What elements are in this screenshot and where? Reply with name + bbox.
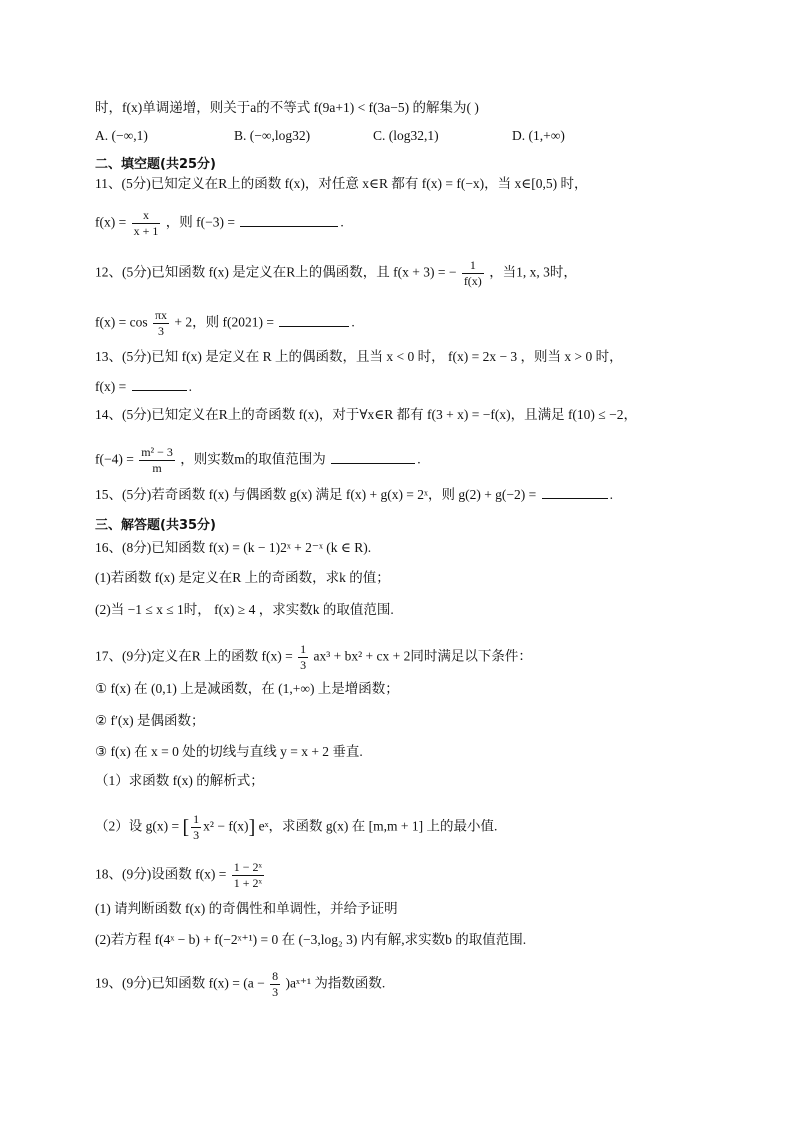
option-c[interactable]: C. (log32,1) [373,128,439,143]
choice-question-line: 时，f(x)单调递增，则关于a的不等式 f(9a+1) < f(3a−5) 的解集为( ) [95,100,479,115]
q18-part1: (1) 请判断函数 f(x) 的奇偶性和单调性，并给予证明 [95,901,398,916]
q14-answer-blank[interactable] [331,449,415,464]
option-d[interactable]: D. (1,+∞) [512,128,565,143]
q13-line1: 13、(5分)已知 f(x) 是定义在 R 上的偶函数，且当 x < 0 时， f(x) = 2x − 3 ，则当 x > 0 时， [95,349,623,364]
q14-fraction: $\frac{\text{m² − 3}}{m}$ [141,445,173,475]
q19-line1: 19、(9分)已知函数 f(x) = (a − $\frac{8}{3}$ )aˣ⁺¹ 为指数函数. [95,969,386,999]
q16-part1: (1)若函数 f(x) 是定义在R 上的奇函数，求k 的值； [95,570,390,585]
q12-line2: f(x) = cos $\frac{\pi x}{3}$ + 2，则 f(2021) = . [95,308,355,338]
q19-fraction: $\frac{8}{3}$ [272,969,279,999]
q16-line1: 16、(8分)已知函数 f(x) = (k − 1)2ˣ + 2⁻ˣ (k ∈ R). [95,540,372,555]
q13-line2: f(x) = . [95,376,192,397]
section-heading-fill-blank: 二、填空题(共25分) [95,157,216,172]
q18-part2: (2)若方程 f(4ˣ − b) + f(−2ˣ⁺¹) = 0 在 (−3,log₂ 3) 内有解,求实数b 的取值范围. [95,932,527,947]
section-heading-solve: 三、解答题(共35分) [95,518,216,533]
q11-lhs: f(x) = [95,214,127,230]
q11-line1: 11、(5分)已知定义在R上的函数 f(x)，对任意 x∈R 都有 f(x) = f(−x)，当 x∈[0,5) 时， [95,176,588,191]
option-b[interactable]: B. (−∞,log32) [234,128,311,143]
q12-fraction-2: $\frac{\pi x}{3}$ [154,308,168,338]
q17-condition2: ② f′(x) 是偶函数； [95,713,205,728]
q17-sub2: （2）设 g(x) = [ $\frac{1}{3}$ x² − f(x)] eˣ，求函数 g(x) 在 [m,m + 1] 上的最小值. [95,812,498,842]
q11-line2: f(x) = $\frac{x}{x + 1}$ ，则 f(−3) = . [95,208,344,238]
q12-fraction: $\frac{1}{f(x)}$ [463,258,482,288]
q16-part2: (2)当 −1 ≤ x ≤ 1时， f(x) ≥ 4 ，求实数k 的取值范围. [95,602,394,617]
q11-fraction: $\frac{x}{x + 1}$ [133,208,159,238]
q15-line1: 15、(5分)若奇函数 f(x) 与偶函数 g(x) 满足 f(x) + g(x) = 2ˣ，则 g(2) + g(−2) = . [95,484,613,505]
q14-line2: f(−4) = $\frac{\text{m² − 3}}{m}$ ，则实数m的取值范围为 . [95,445,421,475]
q17-condition3: ③ f(x) 在 x = 0 处的切线与直线 y = x + 2 垂直. [95,744,363,759]
q17-sub2-fraction: $\frac{1}{3}$ [193,812,200,842]
q17-sub1: （1）求函数 f(x) 的解析式； [95,773,264,788]
q12-line1: 12、(5分)已知函数 f(x) 是定义在R上的偶函数，且 f(x + 3) = − $\frac{1}{f(x)}$ ，当1, x, 3时， [95,258,577,288]
q17-condition1: ① f(x) 在 (0,1) 上是减函数，在 (1,+∞) 上是增函数； [95,681,399,696]
q14-line1: 14、(5分)已知定义在R上的奇函数 f(x)，对于∀x∈R 都有 f(3 + x) = −f(x)，且满足 f(10) ≤ −2， [95,407,637,422]
q18-fraction: $\frac{\text{1 − 2ˣ}}{\text{1 + 2ˣ}}$ [233,860,262,890]
q13-answer-blank[interactable] [132,376,187,391]
q12-answer-blank[interactable] [279,312,349,327]
option-a[interactable]: A. (−∞,1) [95,128,148,143]
q11-answer-blank[interactable] [240,212,338,227]
q15-answer-blank[interactable] [542,484,608,499]
q11-rest: ，则 f(−3) = [165,214,235,230]
q17-line1: 17、(9分)定义在R 上的函数 f(x) = $\frac{1}{3}$ ax³ + bx² + cx + 2同时满足以下条件： [95,642,532,672]
q18-line1: 18、(9分)设函数 f(x) = $\frac{\text{1 − 2ˣ}}{\text{1 + 2ˣ}}$ [95,860,262,890]
q17-fraction: $\frac{1}{3}$ [300,642,307,672]
